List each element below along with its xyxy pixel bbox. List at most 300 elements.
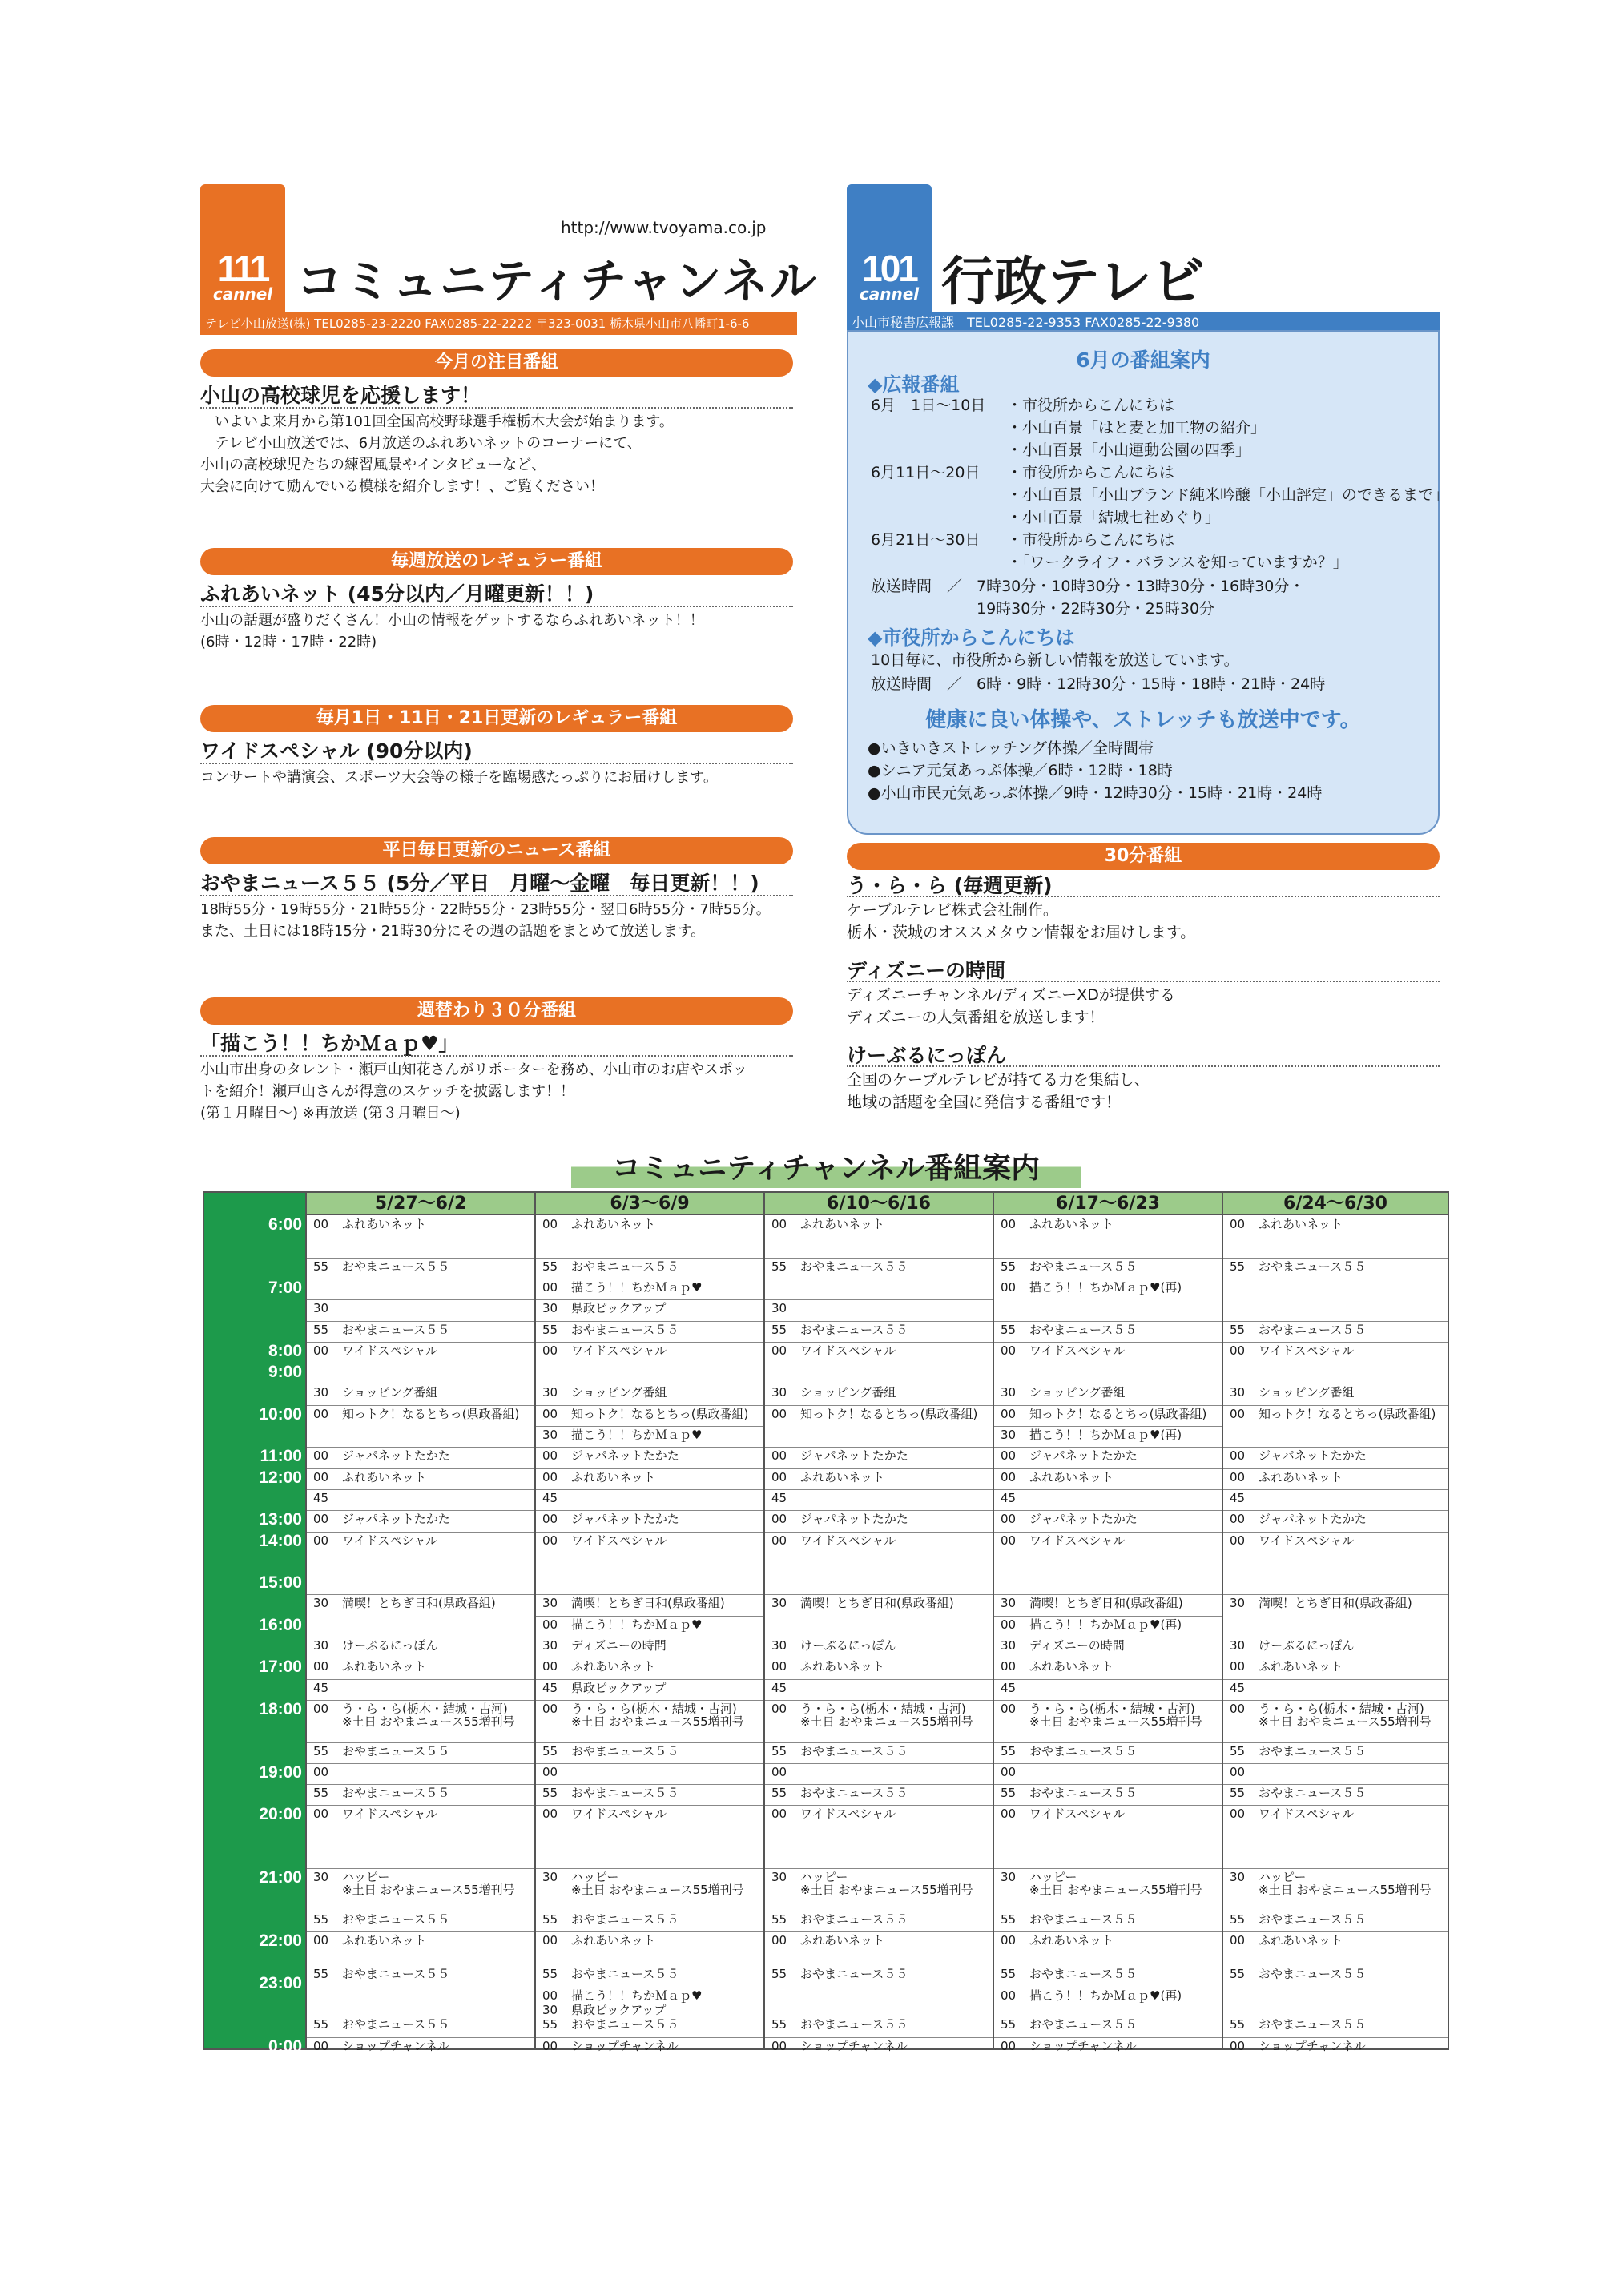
- schedule-entry: [1230, 1217, 1343, 1231]
- entry-program: ジャパネットたかた: [800, 1448, 908, 1464]
- schedule-entry: [1001, 1491, 1029, 1505]
- row-divider: [765, 1784, 993, 1785]
- entry-program: おやまニュース５５: [1259, 1967, 1367, 1982]
- schedule-entry: [542, 1638, 667, 1653]
- schedule-entry: [313, 1301, 342, 1315]
- program-title: おやまニュース５５ (5分／平日 月曜～金曜 毎日更新！！): [200, 872, 759, 895]
- entry-program: おやまニュース５５: [1259, 1322, 1367, 1337]
- entry-program: ふれあいネット: [342, 1217, 427, 1231]
- row-divider: [994, 1258, 1222, 1259]
- row-divider: [307, 1742, 534, 1743]
- entry-program: ふれあいネット: [342, 1933, 427, 1948]
- entry-program: ※土日 おやまニュース55増刊号: [800, 1714, 973, 1729]
- row-divider: [1223, 1931, 1448, 1932]
- schedule-entry: [542, 1912, 679, 1927]
- entry-program: おやまニュース５５: [571, 1911, 679, 1927]
- time-label: 21:00: [259, 1868, 302, 1887]
- schedule-entry: [1001, 1617, 1182, 1632]
- schedule-title: コミュニティチャンネル番組案内: [571, 1150, 1081, 1188]
- entry-program: う・ら・ら(栃木・結城・古河): [342, 1701, 508, 1716]
- entry-program: おやまニュース５５: [1259, 2017, 1367, 2032]
- entry-minute: 45: [313, 1680, 329, 1695]
- schedule-entry: [542, 1217, 655, 1231]
- entry-minute: 00: [1001, 1406, 1017, 1421]
- entry-program: ワイドスペシャル: [1029, 1807, 1126, 1822]
- entry-program: ※土日 おやまニュース55増刊号: [1029, 1714, 1202, 1729]
- channel-word: cannel: [212, 284, 273, 304]
- entry-minute: 00: [542, 1701, 558, 1716]
- schedule-entry: [313, 1385, 437, 1400]
- schedule-entry: [313, 1512, 450, 1526]
- row-divider: [536, 1510, 763, 1511]
- schedule-entry: [1001, 1807, 1125, 1821]
- row-divider: [307, 1342, 534, 1343]
- schedule-entry: [771, 1744, 908, 1758]
- entry-minute: 30: [1230, 1870, 1246, 1885]
- entry-minute: 30: [313, 1870, 329, 1885]
- schedule-entry: [542, 1280, 702, 1295]
- schedule-entry: [771, 1323, 908, 1337]
- entry-program: ジャパネットたかた: [342, 1448, 450, 1464]
- program-title: ワイドスペシャル (90分以内): [200, 739, 473, 763]
- time-label: 17:00: [259, 1658, 302, 1677]
- section-title: コミュニティチャンネル: [296, 254, 818, 308]
- schedule-entry: [1001, 1744, 1137, 1758]
- time-label: 15:00: [259, 1573, 302, 1593]
- entry-program: 満喫！とちぎ日和(県政番組): [1259, 1596, 1412, 1611]
- entry-minute: 00: [771, 1659, 787, 1674]
- schedule-entry: [1001, 1323, 1137, 1337]
- time-label: 20:00: [259, 1805, 302, 1824]
- entry-minute: 00: [542, 1988, 558, 2003]
- entry-minute: 30: [313, 1385, 329, 1400]
- entry-program: ふれあいネット: [800, 1933, 885, 1948]
- row-divider: [994, 1468, 1222, 1469]
- entry-program: おやまニュース５５: [342, 2017, 450, 2032]
- entry-minute: 55: [542, 1743, 558, 1758]
- schedule-entry: [1001, 1786, 1137, 1800]
- schedule-entry: [771, 1512, 908, 1526]
- divider: [200, 1055, 793, 1057]
- row-divider: [765, 1532, 993, 1533]
- entry-program: おやまニュース５５: [571, 1743, 679, 1758]
- entry-program: 満喫！とちぎ日和(県政番組): [1029, 1596, 1183, 1611]
- entry-minute: 30: [1001, 1428, 1017, 1442]
- row-divider: [307, 1679, 534, 1680]
- entry-program: おやまニュース５５: [1259, 1259, 1367, 1274]
- schedule-entry: [771, 2017, 908, 2032]
- row-divider: [1223, 1532, 1448, 1533]
- entry-program: ワイドスペシャル: [800, 1807, 896, 1822]
- entry-program: おやまニュース５５: [1029, 2017, 1138, 2032]
- schedule-entry: [771, 1385, 896, 1400]
- schedule-entry: [313, 2017, 449, 2032]
- row-divider: [536, 1321, 763, 1322]
- row-divider: [994, 1805, 1222, 1806]
- schedule-entry: [542, 1988, 702, 2003]
- row-divider: [994, 1700, 1222, 1701]
- entry-program: 知っトク！なるとちっ(県政番組): [1029, 1406, 1207, 1421]
- schedule-entry: [542, 1786, 679, 1800]
- entry-program: ふれあいネット: [1259, 1659, 1343, 1674]
- section-header: 毎月1日・11日・21日更新のレギュラー番組: [200, 705, 793, 732]
- entry-program: ふれあいネット: [800, 1217, 885, 1231]
- row-divider: [536, 1594, 763, 1595]
- time-label: 10:00: [259, 1404, 302, 1424]
- entry-minute: 00: [542, 1617, 558, 1632]
- entry-minute: 30: [542, 1385, 558, 1400]
- entry-program: ※土日 おやまニュース55増刊号: [571, 1883, 744, 1898]
- time-label: 23:00: [259, 1973, 302, 1992]
- health-item: ●小山市民元気あっぷ体操／9時・12時30分・15時・21時・24時: [868, 784, 1323, 802]
- schedule-entry: [771, 2039, 908, 2053]
- row-divider: [1223, 1321, 1448, 1322]
- entry-minute: 30: [313, 1596, 329, 1611]
- entry-program: おやまニュース５５: [800, 1967, 908, 1982]
- entry-minute: 00: [1230, 1764, 1246, 1779]
- entry-minute: 30: [542, 1638, 558, 1653]
- row-divider: [765, 1321, 993, 1322]
- entry-minute: 55: [313, 1743, 329, 1758]
- entry-minute: 00: [1230, 1512, 1246, 1527]
- entry-program: 県政ピックアップ: [571, 2002, 667, 2017]
- schedule-entry: [1001, 1280, 1182, 1295]
- schedule-entry: [542, 1744, 679, 1758]
- koho-program: ・小山百景「小山ブランド純米吟醸「小山評定」のできるまで」: [1007, 486, 1449, 504]
- entry-program: けーぶるにっぽん: [800, 1638, 896, 1653]
- entry-minute: 30: [542, 1428, 558, 1442]
- schedule-entry: [1001, 1714, 1202, 1729]
- entry-minute: 55: [771, 1911, 787, 1927]
- schedule-entry: [1001, 1428, 1182, 1442]
- schedule-entry: [542, 1714, 744, 1729]
- entry-minute: 00: [542, 1217, 558, 1231]
- entry-program: おやまニュース５５: [571, 2017, 679, 2032]
- entry-minute: 00: [1001, 1701, 1017, 1716]
- row-divider: [1223, 1868, 1448, 1869]
- row-divider: [1223, 1468, 1448, 1469]
- entry-program: ショップチャンネル: [571, 2038, 679, 2053]
- schedule-entry: [313, 1883, 515, 1897]
- week-header: 6/3～6/9: [534, 1193, 763, 1215]
- row-divider: [765, 1510, 993, 1511]
- schedule-entry: [1230, 1807, 1354, 1821]
- entry-program: ふれあいネット: [571, 1469, 656, 1484]
- schedule-entry: [1230, 1343, 1354, 1358]
- row-divider: [307, 1321, 534, 1322]
- koho-time-label: 放送時間 ／: [871, 578, 963, 595]
- row-divider: [307, 1468, 534, 1469]
- koho-program: ・市役所からこんにちは: [1007, 464, 1175, 481]
- schedule-entry: [1001, 1448, 1138, 1463]
- divider: [200, 763, 793, 764]
- time-label: 14:00: [259, 1531, 302, 1550]
- program-title: ディズニーの時間: [847, 959, 1006, 982]
- entry-program: ワイドスペシャル: [342, 1533, 438, 1548]
- entry-minute: 55: [771, 1259, 787, 1274]
- entry-program: おやまニュース５５: [342, 1786, 450, 1801]
- entry-minute: 45: [1001, 1680, 1017, 1695]
- entry-program: 描こう！！ちかＭａｐ♥(再): [1029, 1988, 1182, 2003]
- entry-program: ふれあいネット: [1029, 1469, 1114, 1484]
- entry-minute: 00: [1001, 1217, 1017, 1231]
- schedule-entry: [771, 1596, 954, 1610]
- entry-minute: 55: [313, 1967, 329, 1982]
- entry-minute: 00: [771, 1533, 787, 1548]
- time-label: 13:00: [259, 1510, 302, 1529]
- schedule-entry: [542, 1596, 725, 1610]
- row-divider: [1223, 1679, 1448, 1680]
- program-title: ふれあいネット (45分以内／月曜更新！！): [200, 582, 594, 606]
- entry-program: ふれあいネット: [342, 1659, 427, 1674]
- row-divider: [765, 1931, 993, 1932]
- row-divider: [1223, 1489, 1448, 1490]
- row-divider: [994, 1321, 1222, 1322]
- schedule-entry: [771, 1714, 973, 1729]
- schedule-entry: [1230, 1659, 1343, 1674]
- schedule-entry: [313, 1786, 449, 1800]
- schedule-entry: [542, 1428, 702, 1442]
- row-divider: [765, 2037, 993, 2038]
- contact-info-bar: テレビ小山放送(株) TEL0285-23-2220 FAX0285-22-2222 〒323-0031 栃木県小山市八幡町1-6-6: [200, 312, 797, 335]
- section-header: 30分番組: [847, 843, 1440, 870]
- schedule-entry: [771, 1259, 908, 1274]
- koho-date: 6月21日～30日: [871, 531, 981, 549]
- schedule-entry: [542, 1617, 702, 1632]
- schedule-entry: [1001, 1988, 1182, 2003]
- schedule-grid: [203, 1191, 1449, 2056]
- entry-program: ふれあいネット: [1029, 1933, 1114, 1948]
- entry-program: おやまニュース５５: [1259, 1743, 1367, 1758]
- entry-program: う・ら・ら(栃木・結城・古河): [571, 1701, 737, 1716]
- schedule-entry: [542, 1448, 679, 1463]
- entry-program: おやまニュース５５: [1029, 1322, 1138, 1337]
- entry-program: けーぶるにっぽん: [342, 1638, 438, 1653]
- government-tv-section: [847, 184, 1448, 1130]
- entry-minute: 55: [313, 2017, 329, 2032]
- row-divider: [536, 1784, 763, 1785]
- entry-program: ジャパネットたかた: [571, 1448, 679, 1464]
- health-item: ●いきいきストレッチング体操／全時間帯: [868, 739, 1154, 757]
- entry-minute: 00: [542, 1406, 558, 1421]
- row-divider: [765, 1258, 993, 1259]
- entry-minute: 55: [1230, 1259, 1246, 1274]
- row-divider: [536, 1868, 763, 1869]
- row-divider: [994, 1616, 1222, 1617]
- program-description: いよいよ来月から第101回全国高校野球選手権栃木大会が始まります。 テレビ小山放送では、6月放送のふれあいネットのコーナーにて、 小山の高校球児たちの練習風景やインタビューなど、 大会に向けて励んでいる模様を紹介します！、ご覧ください！: [200, 413, 674, 495]
- row-divider: [1223, 1742, 1448, 1743]
- entry-minute: 55: [1001, 1786, 1017, 1801]
- row-divider: [994, 2037, 1222, 2038]
- entry-program: ふれあいネット: [1029, 1217, 1114, 1231]
- row-divider: [307, 1532, 534, 1533]
- entry-program: おやまニュース５５: [571, 1967, 679, 1982]
- entry-program: ワイドスペシャル: [571, 1807, 667, 1822]
- entry-minute: 30: [771, 1301, 787, 1316]
- schedule-entry: [1001, 1912, 1137, 1927]
- schedule-entry: [542, 1491, 571, 1505]
- schedule-entry: [771, 1470, 884, 1484]
- channel-word: cannel: [859, 284, 920, 304]
- schedule-entry: [542, 1681, 666, 1695]
- entry-program: ※土日 おやまニュース55増刊号: [1029, 1883, 1202, 1898]
- row-divider: [307, 1763, 534, 1764]
- entry-program: ふれあいネット: [1259, 1217, 1343, 1231]
- schedule-entry: [313, 1217, 426, 1231]
- entry-minute: 55: [1230, 1786, 1246, 1801]
- entry-minute: 00: [1230, 1448, 1246, 1464]
- entry-program: 県政ピックアップ: [571, 1680, 667, 1695]
- koho-program: ・小山百景「小山運動公園の四季」: [1007, 441, 1251, 459]
- row-divider: [994, 1868, 1222, 1869]
- schedule-entry: [1001, 1217, 1114, 1231]
- entry-program: 描こう！！ちかＭａｐ♥: [571, 1428, 703, 1442]
- channel-number: 101: [862, 248, 916, 289]
- entry-minute: 00: [1001, 1512, 1017, 1527]
- schedule-entry: [1230, 1470, 1343, 1484]
- entry-program: ※土日 おやまニュース55増刊号: [1259, 1714, 1432, 1729]
- schedule-entry: [771, 1933, 884, 1948]
- entry-minute: 30: [771, 1596, 787, 1611]
- entry-minute: 55: [313, 1259, 329, 1274]
- schedule-entry: [1230, 1765, 1259, 1779]
- row-divider: [1223, 1342, 1448, 1343]
- entry-minute: 55: [542, 1259, 558, 1274]
- koho-heading: ◆広報番組: [868, 373, 960, 396]
- entry-program: ハッピー: [1029, 1870, 1077, 1885]
- community-channel-section: [200, 184, 818, 1130]
- entry-minute: 00: [542, 1343, 558, 1358]
- schedule-entry: [771, 1448, 908, 1463]
- entry-program: おやまニュース５５: [1029, 1967, 1138, 1982]
- entry-minute: 00: [313, 1343, 329, 1358]
- entry-minute: 45: [1230, 1490, 1246, 1505]
- entry-minute: 45: [542, 1490, 558, 1505]
- entry-program: ショップチャンネル: [1029, 2038, 1137, 2053]
- section-header: 平日毎日更新のニュース番組: [200, 837, 793, 864]
- entry-minute: 55: [542, 1786, 558, 1801]
- schedule-section: [203, 1150, 1452, 2056]
- entry-minute: 00: [1001, 1279, 1017, 1295]
- entry-minute: 00: [1001, 1617, 1017, 1632]
- entry-minute: 00: [1230, 1701, 1246, 1716]
- row-divider: [994, 1763, 1222, 1764]
- entry-minute: 00: [771, 1343, 787, 1358]
- schedule-entry: [542, 2017, 679, 2032]
- row-divider: [307, 2037, 534, 2038]
- entry-minute: 00: [542, 1512, 558, 1527]
- entry-minute: 55: [1001, 2017, 1017, 2032]
- week-column: [993, 1215, 1222, 2053]
- row-divider: [1223, 1784, 1448, 1785]
- entry-program: 描こう！！ちかＭａｐ♥(再): [1029, 1617, 1182, 1632]
- row-divider: [536, 1763, 763, 1764]
- channel-badge-111: [200, 184, 285, 312]
- entry-program: ジャパネットたかた: [1029, 1512, 1138, 1527]
- entry-minute: 55: [1230, 1743, 1246, 1758]
- schedule-entry: [1230, 1385, 1354, 1400]
- koho-date: 6月11日～20日: [871, 464, 981, 481]
- koho-program: ・市役所からこんにちは: [1007, 531, 1175, 549]
- schedule-entry: [771, 1343, 896, 1358]
- row-divider: [536, 1426, 763, 1427]
- time-label: 19:00: [259, 1762, 302, 1782]
- row-divider: [994, 1532, 1222, 1533]
- schedule-entry: [542, 1765, 571, 1779]
- schedule-entry: [1230, 1967, 1366, 1981]
- program-description: ディズニーチャンネル/ディズニーXDが提供する ディズニーの人気番組を放送します！: [847, 986, 1175, 1026]
- schedule-entry: [1230, 2039, 1366, 2053]
- schedule-entry: [313, 1470, 426, 1484]
- row-divider: [536, 1532, 763, 1533]
- row-divider: [1223, 1594, 1448, 1595]
- entry-program: ワイドスペシャル: [342, 1343, 438, 1358]
- entry-program: 描こう！！ちかＭａｐ♥: [571, 1988, 703, 2003]
- entry-program: ワイドスペシャル: [342, 1807, 438, 1822]
- schedule-entry: [313, 1659, 426, 1674]
- schedule-entry: [771, 1765, 800, 1779]
- row-divider: [994, 1784, 1222, 1785]
- entry-program: ジャパネットたかた: [342, 1512, 450, 1527]
- entry-minute: 30: [1001, 1385, 1017, 1400]
- schedule-entry: [1230, 1912, 1366, 1927]
- entry-minute: 30: [1001, 1638, 1017, 1653]
- row-divider: [307, 1784, 534, 1785]
- row-divider: [307, 1805, 534, 1806]
- entry-program: う・ら・ら(栃木・結城・古河): [1259, 1701, 1424, 1716]
- week-column: [1222, 1215, 1448, 2053]
- schedule-entry: [1230, 1714, 1432, 1729]
- schedule-entry: [771, 1883, 973, 1897]
- schedule-entry: [542, 1533, 667, 1548]
- entry-minute: 30: [542, 1596, 558, 1611]
- week-header: 6/10～6/16: [763, 1193, 993, 1215]
- time-label: 18:00: [259, 1699, 302, 1718]
- entry-minute: 30: [1001, 1870, 1017, 1885]
- entry-minute: 55: [1001, 1259, 1017, 1274]
- entry-program: 満喫！とちぎ日和(県政番組): [571, 1596, 725, 1611]
- row-divider: [994, 1342, 1222, 1343]
- entry-program: ハッピー: [342, 1870, 390, 1885]
- entry-program: ジャパネットたかた: [800, 1512, 908, 1527]
- entry-minute: 30: [771, 1385, 787, 1400]
- schedule-entry: [1001, 1533, 1125, 1548]
- website-url[interactable]: http://www.tvoyama.co.jp: [561, 218, 767, 237]
- entry-minute: 00: [1001, 1659, 1017, 1674]
- entry-program: 知っトク！なるとちっ(県政番組): [571, 1406, 749, 1421]
- entry-program: ショッピング番組: [1259, 1385, 1355, 1400]
- schedule-entry: [1230, 1883, 1432, 1897]
- entry-program: ディズニーの時間: [571, 1638, 667, 1653]
- channel-number: 111: [217, 248, 268, 289]
- entry-minute: 30: [542, 1301, 558, 1316]
- week-header: 5/27～6/2: [305, 1193, 534, 1215]
- row-divider: [307, 1447, 534, 1448]
- week-column: [763, 1215, 993, 2053]
- entry-minute: 55: [313, 1322, 329, 1337]
- entry-minute: 55: [771, 1322, 787, 1337]
- schedule-entry: [542, 1470, 655, 1484]
- row-divider: [994, 1447, 1222, 1448]
- divider: [200, 407, 793, 409]
- entry-program: ワイドスペシャル: [1259, 1533, 1355, 1548]
- entry-program: ふれあいネット: [1259, 1469, 1343, 1484]
- row-divider: [536, 1700, 763, 1701]
- entry-program: ※土日 おやまニュース55増刊号: [1259, 1883, 1432, 1898]
- entry-minute: 30: [1230, 1638, 1246, 1653]
- shiyakusho-time-label: 放送時間 ／: [871, 675, 963, 693]
- row-divider: [1223, 1510, 1448, 1511]
